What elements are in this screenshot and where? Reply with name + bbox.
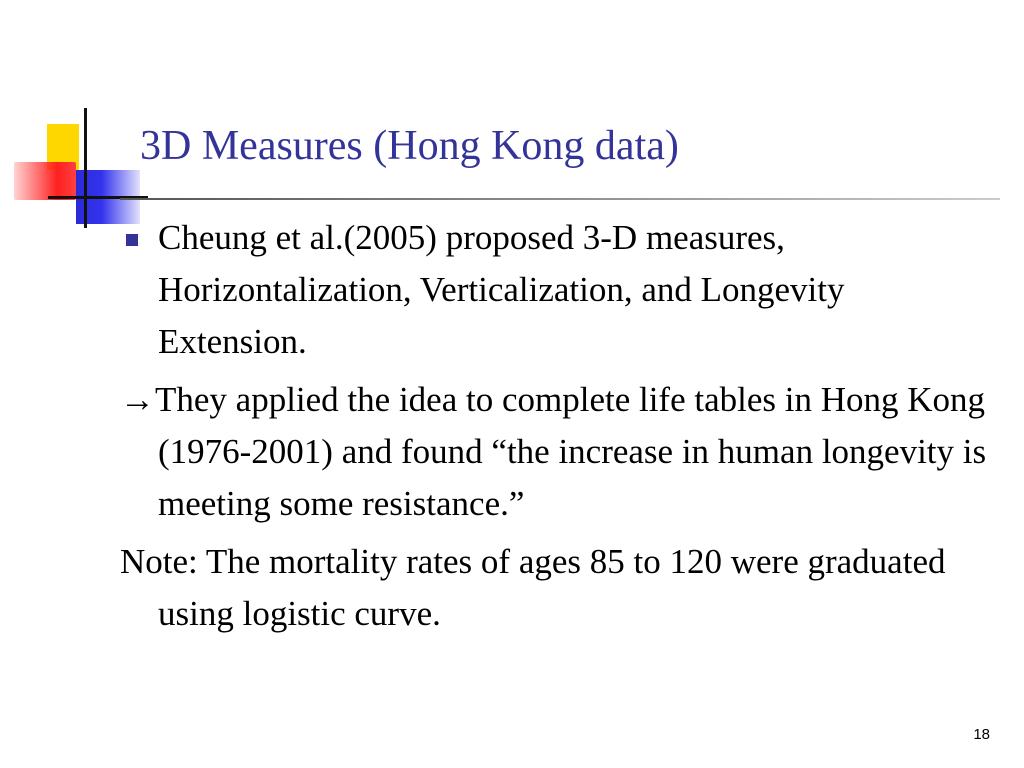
- logo-vertical-line: [84, 108, 87, 228]
- title-underline: [120, 198, 1000, 200]
- bullet-text: They applied the idea to complete life tables in Hong Kong (1976-2001) and found “the increase in human longevity is meeting some resistance.”: [155, 380, 987, 523]
- logo-red-square: [14, 162, 76, 200]
- square-bullet-icon: [126, 234, 138, 246]
- slide-title: 3D Measures (Hong Kong data): [140, 123, 679, 169]
- bullet-item-cheung: [120, 212, 1000, 368]
- slide-logo-decoration: [0, 0, 160, 240]
- right-arrow-icon: →: [120, 380, 155, 419]
- bullet-text: Cheung et al.(2005) proposed 3-D measures, Horizontalization, Verticalization, and Longevity Extension.: [158, 218, 845, 361]
- note-item: [120, 536, 1000, 640]
- bullet-item-applied: [120, 374, 1000, 530]
- note-text: Note: The mortality rates of ages 85 to 120 were graduated using logistic curve.: [120, 542, 946, 633]
- page-number: 18: [973, 726, 990, 743]
- slide-body: [120, 212, 1000, 646]
